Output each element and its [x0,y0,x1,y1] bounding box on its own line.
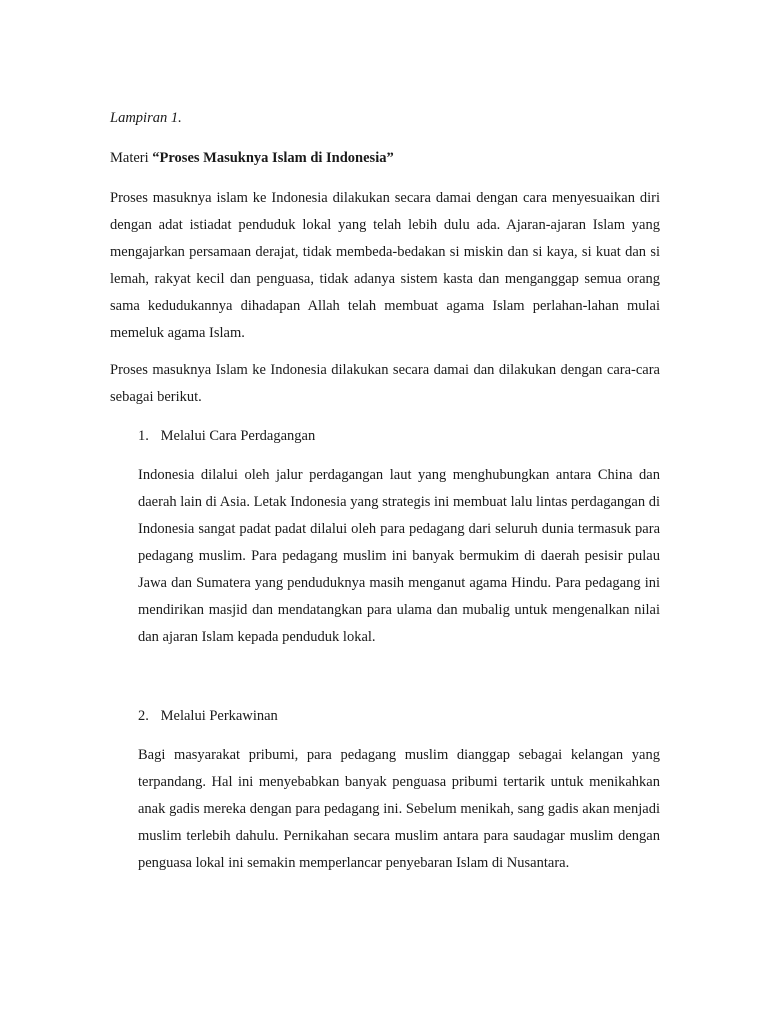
list-item-body-trade: Indonesia dilalui oleh jalur perdagangan laut yang menghubungkan antara China dan daerah lain di Asia. Letak Indonesia yang strategis ini membuat lalu lintas perdagangan di Indonesia sangat padat padat dilalui oleh para pedagang dari seluruh dunia termasuk para pedagang muslim. Para pedagang muslim ini banyak bermukim di daerah pesisir pulau Jawa dan Sumatera yang penduduknya masih menganut agama Hindu. Para pedagang ini mendirikan masjid dan mendatangkan para ulama dan mubalig untuk mengenalkan nilai dan ajaran Islam kepada penduduk lokal. [138,467,660,645]
intro-paragraph: Proses masuknya islam ke Indonesia dilakukan secara damai dengan cara menyesuaikan diri dengan adat istiadat penduduk lokal yang telah lebih dulu ada. Ajaran-ajaran Islam yang mengajarkan persamaan derajat, tidak membeda-bedakan si miskin dan si kaya, si kuat dan si lemah, rakyat kecil dan penguasa, tidak adanya sistem kasta dan menganggap semua orang sama kedudukannya dihadapan Allah telah membuat agama Islam perlahan-lahan mulai memeluk agama Islam. [110,190,660,341]
list-item-number: 2. [138,708,149,724]
methods-intro-paragraph: Proses masuknya Islam ke Indonesia dilakukan secara damai dan dilakukan dengan cara-cara sebagai berikut. [110,362,660,405]
list-item-heading-trade [138,428,315,445]
appendix-label: Lampiran 1. [110,110,182,126]
document-title [110,150,394,167]
list-item-body-marriage: Bagi masyarakat pribumi, para pedagang muslim dianggap sebagai kelangan yang terpandang. Hal ini menyebabkan banyak penguasa pribumi tertarik untuk menikahkan anak gadis mereka dengan para pedagang ini. Sebelum menikah, sang gadis akan menjadi muslim terlebih dahulu. Pernikahan secara muslim antara para saudagar muslim dengan penguasa lokal ini semakin memperlancar penyebaran Islam di Nusantara. [138,747,660,871]
list-item-heading-marriage [138,708,278,725]
title-prefix: Materi [110,150,153,166]
list-item-heading-text: Melalui Cara Perdagangan [160,428,316,444]
title-bold: “Proses Masuknya Islam di Indonesia” [152,150,394,166]
list-item-number: 1. [138,428,149,444]
list-item-heading-text: Melalui Perkawinan [160,708,278,724]
